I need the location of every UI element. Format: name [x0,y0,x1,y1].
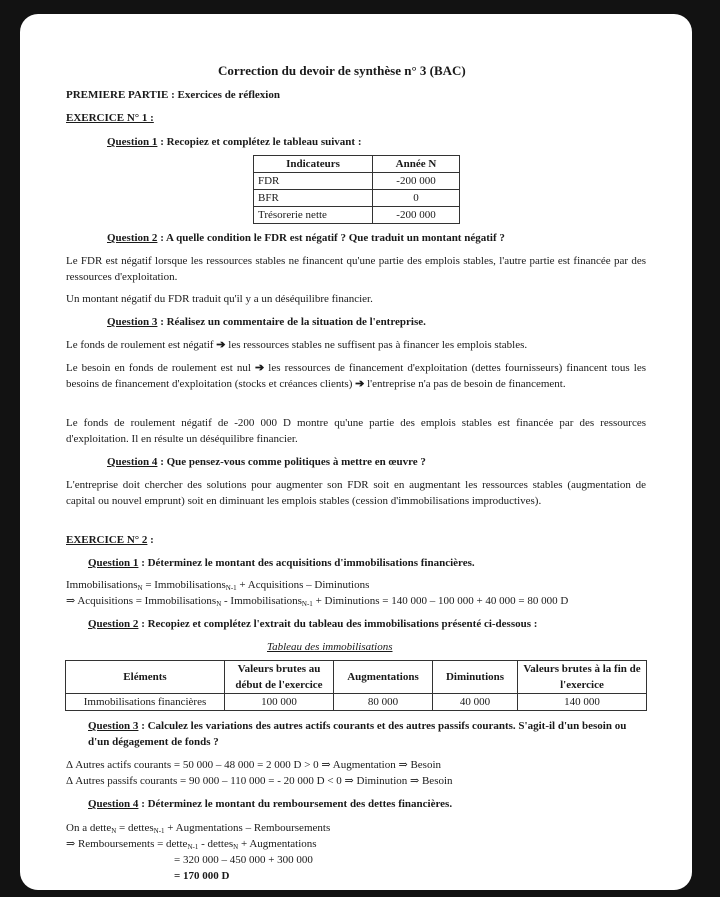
table-header: Année N [373,156,460,173]
formula-subscript: N [111,827,117,835]
ex2-q4-line-3: = 320 000 – 450 000 + 300 000 [174,854,313,866]
table-cell: 0 [373,190,460,207]
ex1-q3-text: : Réalisez un commentaire de la situation de l'entreprise. [157,316,426,328]
formula-text: + Diminutions = 140 000 – 100 000 + 40 000 = 80 000 D [312,595,569,607]
formula-subscript: N [137,584,143,592]
ex2-question-3 [88,718,646,750]
ex2-q2-label: Question 2 [88,618,139,630]
formula-text: = dettes [116,822,154,834]
ex2-q4-result: = 170 000 D [174,870,230,882]
ex1-q2-text: : A quelle condition le FDR est négatif ? Que traduit un montant négatif ? [157,232,505,244]
fixed-assets-table [65,660,647,711]
formula-text: + Augmentations – Remboursements [164,822,331,834]
right-arrow-icon: ➔ [216,339,226,351]
table-cell: FDR [254,173,373,190]
formula-text: On a dette [66,822,112,834]
table-row [254,207,460,224]
ex2-q1-text: : Déterminez le montant des acquisitions d'immobilisations financières. [138,557,475,569]
answer-text: Le besoin en fonds de roulement est nul [66,362,255,374]
ex1-q1-text: : Recopiez et complétez le tableau suivant : [157,136,362,148]
table-cell: 100 000 [225,694,334,711]
table-cell: -200 000 [373,207,460,224]
ex2-q4-label: Question 4 [88,798,139,810]
ex1-q3-answer-1 [66,337,646,353]
ex2-q1-label: Question 1 [88,557,139,569]
ex2-q3-label: Question 3 [88,720,139,732]
table-cell: Immobilisations financières [66,694,225,711]
table-caption: Tableau des immobilisations [267,641,393,653]
table-row [66,694,647,711]
table-header: Augmentations [334,661,433,694]
right-arrow-icon: ➔ [255,362,265,374]
ex2-q2-text: : Recopiez et complétez l'extrait du tableau des immobilisations présenté ci-dessous : [138,618,538,630]
table-header: Diminutions [433,661,518,694]
table-header: Indicateurs [254,156,373,173]
ex1-question-2 [107,230,505,246]
exercise-2-heading-label: EXERCICE N° 2 [66,534,148,546]
formula-subscript: N-1 [301,600,313,608]
exercise-2-heading [66,532,154,548]
table-cell: BFR [254,190,373,207]
ex1-q2-answer-1: Le FDR est négatif lorsque les ressources stables ne financent qu'une partie des emplois stables, l'autre partie est financée par des ressources d'exploitation. [66,255,646,283]
ex2-q4-text: : Déterminez le montant du remboursement des dettes financières. [138,798,453,810]
ex2-question-4 [88,796,452,812]
answer-text: les ressources de financement d'exploitation (dettes fournisseurs) financent tous les besoins de financement d'exploitation (stocks et créances clients) [66,362,646,390]
ex1-question-1 [107,134,362,150]
formula-text: + Augmentations [238,838,317,850]
answer-text: Le fonds de roulement est négatif [66,339,217,351]
ex1-q3-answer-2 [66,360,646,392]
table-row [254,190,460,207]
formula-subscript: N [233,843,239,851]
exercise-2-heading-tail: : [147,534,154,546]
table-row [254,173,460,190]
ex1-q3-answer-3: Le fonds de roulement négatif de -200 000 D montre qu'une partie des emplois stables est financée par des ressources d'exploitation. Il en résulte un déséquilibre financier. [66,417,646,445]
ex1-question-4 [107,454,426,470]
indicators-table [253,155,460,224]
formula-subscript: N [216,600,222,608]
answer-text: les ressources stables ne suffisent pas à financer les emplois stables. [225,339,528,351]
formula-subscript: N-1 [187,843,199,851]
document-page [20,14,692,890]
formula-text: ⇒ Acquisitions = Immobilisations [66,595,217,607]
ex2-q3-line-1: Δ Autres actifs courants = 50 000 – 48 000 = 2 000 D > 0 ⇒ Augmentation ⇒ Besoin [66,759,441,771]
table-header: Eléments [66,661,225,694]
table-header: Valeurs brutes à la fin de l'exercice [518,661,647,694]
ex1-q1-label: Question 1 [107,136,158,148]
table-cell: 140 000 [518,694,647,711]
ex1-q4-answer: L'entreprise doit chercher des solutions pour augmenter son FDR soit en augmentant les ressources stables (augmentation de capital ou nouvel emprunt) soit en diminuant les emplois stables (cession d'immobilisations improductives). [66,479,646,507]
ex1-q2-answer-2: Un montant négatif du FDR traduit qu'il y a un déséquilibre financier. [66,293,373,305]
table-cell: 40 000 [433,694,518,711]
ex1-question-3 [107,314,426,330]
formula-text: + Acquisitions – Diminutions [236,579,370,591]
document-title: Correction du devoir de synthèse n° 3 (BAC) [218,63,466,78]
ex2-question-2 [88,616,537,632]
formula-text: = Immobilisations [142,579,226,591]
ex2-question-1 [88,555,475,571]
formula-subscript: N-1 [153,827,165,835]
answer-text: l'entreprise n'a pas de besoin de financement. [364,378,566,390]
ex2-q1-formula-2 [66,593,568,612]
ex2-q3-line-2: Δ Autres passifs courants = 90 000 – 110 000 = - 20 000 D < 0 ⇒ Diminution ⇒ Besoin [66,775,453,787]
table-cell: 80 000 [334,694,433,711]
ex1-q2-label: Question 2 [107,232,158,244]
formula-text: - dettes [198,838,234,850]
ex1-q4-text: : Que pensez-vous comme politiques à mettre en œuvre ? [157,456,426,468]
ex2-q3-text: : Calculez les variations des autres actifs courants et des autres passifs courants. S'agit-il d'un besoin ou d'un dégagement de fonds ? [88,720,627,748]
ex1-q3-label: Question 3 [107,316,158,328]
table-cell: Trésorerie nette [254,207,373,224]
formula-subscript: N-1 [225,584,237,592]
right-arrow-icon: ➔ [355,378,365,390]
formula-text: - Immobilisations [221,595,302,607]
formula-text: Immobilisations [66,579,138,591]
table-header: Valeurs brutes au début de l'exercice [225,661,334,694]
exercise-1-heading: EXERCICE N° 1 : [66,112,154,124]
part-one-heading: PREMIERE PARTIE : Exercices de réflexion [66,89,280,101]
table-cell: -200 000 [373,173,460,190]
ex1-q4-label: Question 4 [107,456,158,468]
formula-text: ⇒ Remboursements = dette [66,838,188,850]
